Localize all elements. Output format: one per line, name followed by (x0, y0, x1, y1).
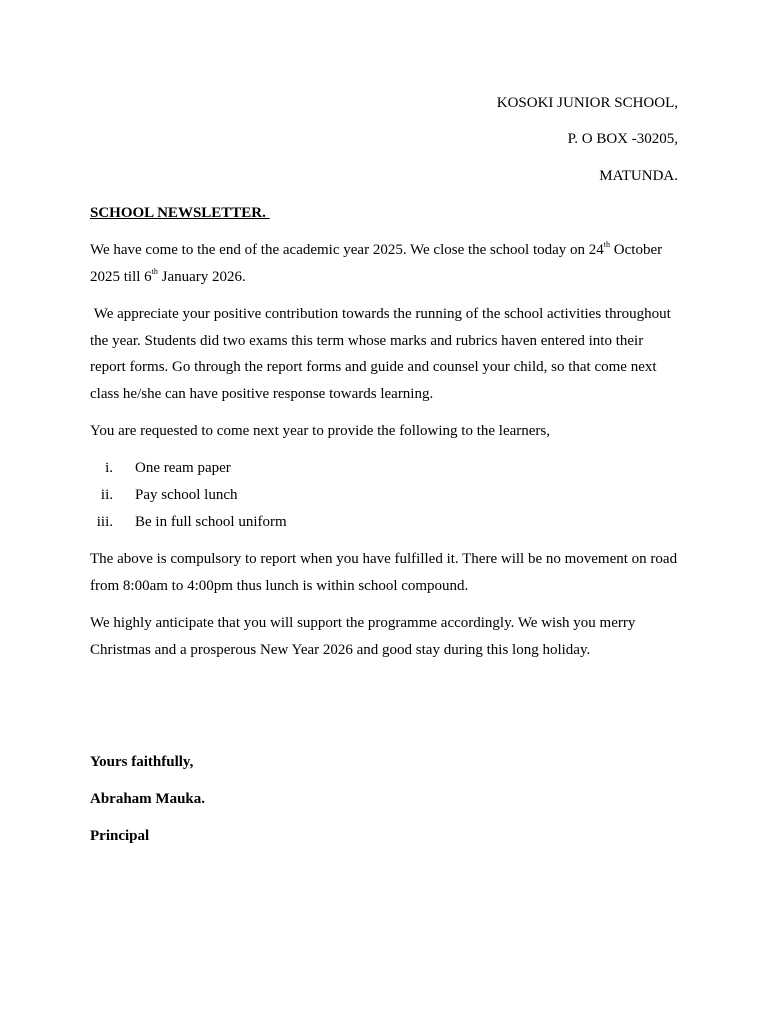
newsletter-page (90, 0, 678, 1024)
list-item-number: ii. (100, 487, 113, 503)
list-item-number: i. (105, 460, 113, 476)
paragraph-request: You are requested to come next year to provide the following to the learners, (90, 423, 551, 439)
paragraph-closing-dates-part-b: October 2025 till 6 (90, 242, 663, 285)
ordinal-suffix: th (603, 240, 611, 249)
list-item-text: Pay school lunch (135, 487, 238, 503)
paragraph-closing-dates-part-c: January 2026. (157, 268, 246, 285)
po-box: P. O BOX -30205, (567, 131, 678, 147)
paragraph-holiday-wishes: We highly anticipate that you will support the programme accordingly. We wish you merry Christmas and a prosperous New Year 2026 and good stay during this long holiday. (90, 615, 636, 658)
requirements-list (90, 458, 678, 539)
list-item (90, 485, 678, 512)
signature-name: Abraham Mauka. (90, 791, 206, 807)
list-item-text: One ream paper (135, 460, 231, 476)
ordinal-suffix: th (151, 266, 158, 276)
paragraph-appreciation: We appreciate your positive contribution towards the running of the school activities throughout the year. Students did two exams this term whose marks and rubrics haven entered into their report forms. Go through the report forms and guide and counsel your child, so that come next class he/she can have positive response towards learning. (90, 306, 675, 402)
paragraph-closing-dates (90, 237, 678, 290)
signature-title: Principal (90, 828, 150, 844)
list-item (90, 458, 678, 485)
list-item (90, 512, 678, 539)
school-name: KOSOKI JUNIOR SCHOOL, (496, 95, 678, 111)
list-item-text: Be in full school uniform (135, 514, 287, 530)
paragraph-closing-dates-part-a: We have come to the end of the academic year 2025. We close the school today on 24 (90, 242, 604, 258)
list-item-number: iii. (96, 514, 113, 530)
paragraph-compulsory-notice: The above is compulsory to report when you have fulfilled it. There will be no movement on road from 8:00am to 4:00pm thus lunch is within school compound. (90, 551, 678, 594)
signature-closing: Yours faithfully, (90, 754, 194, 770)
newsletter-heading: SCHOOL NEWSLETTER. (90, 205, 270, 221)
town: MATUNDA. (599, 168, 678, 184)
